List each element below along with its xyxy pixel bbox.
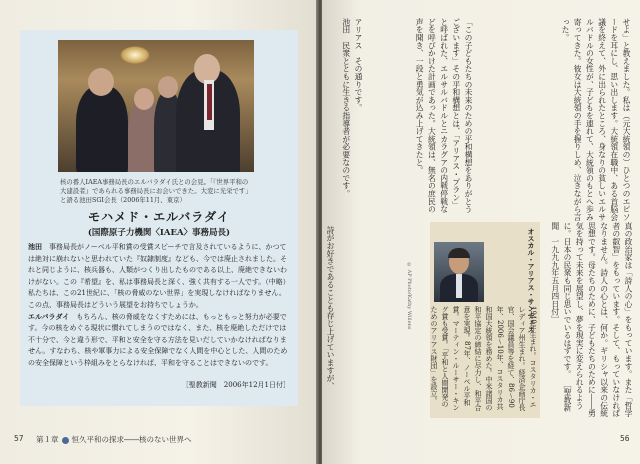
body-paragraph-1: せよ」と教えました。私は（元大統領の）ひとつのエピソードを耳にし、思い出します。大統領在職中、ある首脳会議を終えて、外に出られたところ、身なりの貧しいエルサルバドルの女性が、子どもを連れて、大統領のもとへ歩み寄ってきた。彼女は大統領の手を握りしめ、泣きながら言った。 bbox=[560, 18, 631, 221]
portrait-shirt bbox=[456, 274, 462, 298]
arias-line: アリアス その通りです。 bbox=[354, 18, 363, 112]
source-citation: ［聖教新聞 2006年12月1日付］ bbox=[181, 381, 290, 389]
tie bbox=[207, 84, 212, 120]
dialogue-line-ikeda bbox=[28, 242, 290, 312]
bottom-source: ［聖教新聞 一九九九年五月四日付］ bbox=[550, 222, 572, 412]
dialogue-block bbox=[28, 242, 290, 370]
ikeda-line: 池田 民衆とともに生きる指導者が必要なのです。 bbox=[341, 18, 351, 198]
photo-caption: 核の番人IAEA事務局長のエルバラダイ氏との会見。「『世界平和の大建設者』であられる事務局長にお会いできた。大変に光栄です」と語る池田SGI会長（2006年11月、東京） bbox=[60, 178, 252, 204]
photo-credit: © AP Photo/Kathy Willens bbox=[406, 262, 412, 330]
body-text-top bbox=[482, 18, 632, 228]
page-number: 56 bbox=[620, 434, 630, 443]
chandelier-icon bbox=[120, 46, 150, 64]
arias-portrait bbox=[434, 242, 484, 302]
person-attendant-head bbox=[158, 76, 178, 98]
interviewee-name: モハメド・エルバラダイ bbox=[88, 210, 230, 224]
bullet-icon bbox=[62, 437, 69, 444]
body-text-mid bbox=[366, 18, 474, 214]
profile-text: 1940年生まれ。コスタリカ・エレディア州生まれ。経済企画庁長官、国会議員等を経て、86～90年、2006～10年、コスタリカ共和国大統領を務めた。中米諸国の和平協定の締結に尽力し、和平合意を実現。87年、ノーベル平和賞。マーティン・ルーサー・キング賞も受賞。「平和と人間開発のためのアリアス財団」を設立。 bbox=[430, 306, 537, 411]
body-text-dialogue bbox=[336, 18, 364, 214]
body-text-bottom bbox=[550, 222, 634, 418]
dialogue-text: もちろん、核の脅威をなくすためには、もっともっと努力が必要です。今の核をめぐる現状に慣れてしまうのではなく、また、核を廃絶しただけでは不十分で、今と違う形で、平和と安全を守る方法を見いだしていかなければなりません。すなわち、核や軍事力による安全保障でなく人間を中心とした、人間のための安全保障という枠組みをとらなければ、平和を守ることはできないのです。 bbox=[28, 312, 288, 367]
dialogue-text: 事務局長がノーベル平和賞の受賞スピーチで言及されているように、かつては絶対に崩れないと思われていた『奴隷制度』なども、今では廃止されました。それと同じように、核兵器も、人類がつくり出したものである以上、廃絶できないわけがない。この『希望』を、私は事務局長と深く、強く共有する一人です。（中略）私たちは、この21世紀に、「核の脅威のない世界」を実現しなければなりません。この点、事務局長はどういう展望をお持ちでしょうか。 bbox=[28, 243, 290, 309]
right-page bbox=[322, 0, 640, 464]
profile-box bbox=[430, 222, 540, 418]
dialogue-line-elbaradei bbox=[28, 312, 290, 370]
chapter-label: 第１章 bbox=[36, 435, 59, 444]
chapter-title: 恒久平和の探求――核のない世界へ bbox=[71, 435, 192, 444]
portrait-hair bbox=[448, 248, 470, 258]
left-page bbox=[0, 0, 318, 464]
poem-line-block bbox=[324, 226, 336, 416]
poem-line: 詩がお好きであることも存じ上げていますが、 bbox=[326, 226, 335, 390]
interviewee-affiliation: (国際原子力機関〈IAEA〉事務局長) bbox=[87, 228, 231, 238]
profile-name: オスカル・アリアス・サンチェス bbox=[527, 228, 535, 333]
person-ikeda bbox=[76, 86, 128, 172]
person-ikeda-head bbox=[88, 68, 114, 96]
person-woman-head bbox=[134, 88, 154, 110]
running-header bbox=[36, 434, 192, 445]
body-paragraph-3: 真の政治家は「詩人の心」をもっています。また「哲学者の叡智」をもっています。そして、もっていなければなりません。詩人の心とは、何か。ギリシャ以来の伝統思想です。母たちのために、子どもたちのために――勇気を持って未来を展望し、夢を現実に変えられるように。日本の民衆も同じ思いでいるはずです。 bbox=[562, 222, 633, 417]
speaker-label: 池田 bbox=[28, 243, 42, 251]
body-paragraph-2: 「この子どもたちの未来のための平和構想をありがとうございます」その平和構想とは、「アリアス・プラン」と呼ばれた、エルサルバドルとニカラグアの内戦停戦などを呼びかけた計画であった。大統領は、無名の庶民の声を聞き、一段と勇気が込み上げてきたと。 bbox=[415, 18, 473, 213]
meeting-photo bbox=[58, 40, 254, 172]
page-number: 57 bbox=[14, 434, 24, 443]
speaker-label: エルバラダイ bbox=[28, 312, 70, 321]
